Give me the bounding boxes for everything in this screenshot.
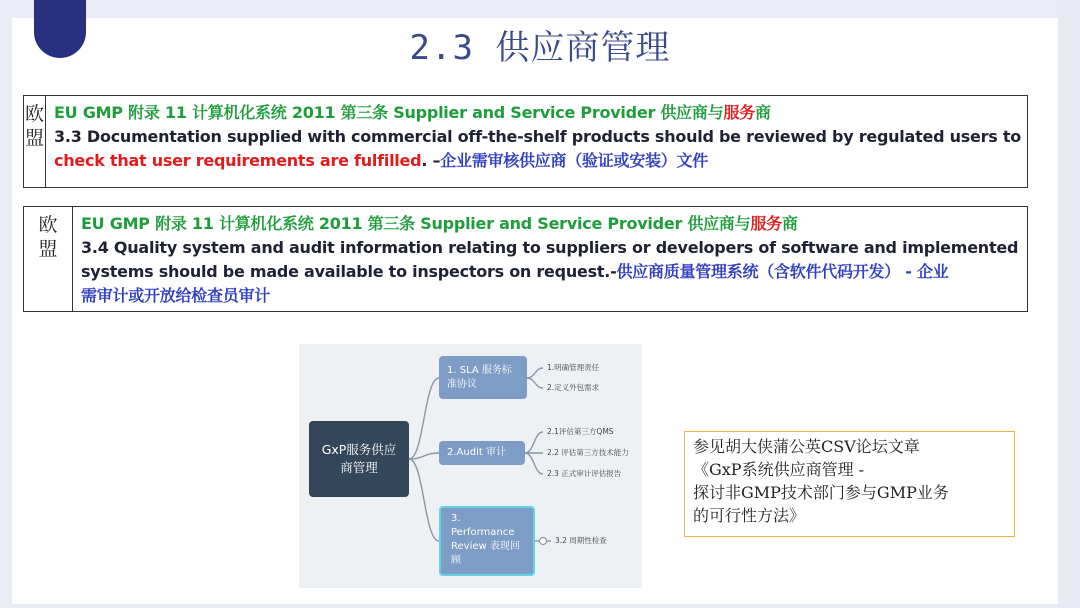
mindmap-branch-sla: 1. SLA 服务标准协议	[439, 356, 527, 399]
regulation-heading	[54, 101, 1021, 125]
connector-branch1-leaf1	[527, 368, 543, 378]
regulation-box-3-3	[23, 95, 1028, 188]
regulation-box-3-4	[23, 206, 1028, 312]
regulation-clause-continued	[54, 149, 1021, 173]
reference-line: 参见胡大侠蒲公英CSV论坛文章	[693, 437, 920, 456]
decorative-tab	[34, 0, 86, 58]
heading-tail-text: 商	[781, 214, 798, 233]
heading-red-text: 服务	[750, 214, 782, 233]
clause-blue-note-continued: 需审计或开放给检查员审计	[81, 286, 271, 305]
clause-red-text: check that user requirements are fulfilled	[54, 151, 422, 170]
connector-branch2-leaf3	[525, 453, 543, 474]
page-title: 2.3 供应商管理	[409, 28, 671, 68]
heading-tail-text: 商	[754, 103, 771, 122]
regulation-heading	[81, 212, 1021, 236]
regulation-text	[46, 96, 1027, 187]
reference-line: 的可行性方法》	[693, 506, 806, 525]
connector-root-branch1	[409, 378, 439, 459]
reference-line: 探讨非GMP技术部门参与GMP业务	[693, 483, 949, 502]
mindmap-root-node: GxP服务供应商管理	[309, 421, 409, 497]
regulation-clause: 3.3 Documentation supplied with commercial off-the-shelf products should be reviewed by regulated users to	[54, 127, 1021, 146]
region-label	[24, 207, 73, 311]
clause-dark-text: systems should be made available to inspectors on request.-	[81, 262, 617, 281]
mindmap-diagram	[299, 344, 642, 588]
mindmap-leaf: 2.3 正式审计评估报告	[547, 469, 622, 478]
clause-blue-note: 企业需审核供应商（验证或安装）文件	[440, 151, 709, 170]
connector-branch2-leaf1	[525, 432, 543, 453]
region-char: 盟	[38, 238, 58, 260]
region-label	[24, 96, 46, 187]
heading-green-text: EU GMP 附录 11 计算机化系统 2011 第三条 Supplier and Service Provider 供应商与	[81, 214, 751, 233]
branch3-collapse-dot	[540, 538, 547, 545]
regulation-clause: 3.4 Quality system and audit information relating to suppliers or developers of software and implemented	[81, 238, 1019, 257]
mindmap-leaf: 1.明确管理责任	[547, 363, 600, 372]
right-edge-strip	[1058, 0, 1080, 608]
region-char: 欧	[38, 214, 58, 236]
mindmap-branch-performance-review: 3. Performance Review 表现回顾	[439, 506, 535, 576]
mindmap-leaf: 2.2 评估第三方技术能力	[547, 448, 629, 457]
region-char: 欧	[24, 103, 44, 125]
connector-root-branch3	[409, 459, 439, 541]
regulation-text	[73, 207, 1027, 311]
region-char: 盟	[24, 127, 44, 149]
connector-branch1-leaf2	[527, 378, 543, 388]
mindmap-leaf: 2.定义外包需求	[547, 383, 600, 392]
heading-red-text: 服务	[723, 103, 755, 122]
reference-note-box	[684, 431, 1015, 537]
reference-line: 《GxP系统供应商管理 -	[693, 460, 865, 479]
mindmap-leaf: 2.1评估第三方QMS	[547, 427, 614, 436]
mindmap-branch-audit: 2.Audit 审计	[439, 441, 525, 465]
regulation-clause-continued	[81, 260, 1021, 284]
heading-green-text: EU GMP 附录 11 计算机化系统 2011 第三条 Supplier and Service Provider 供应商与	[54, 103, 724, 122]
clause-blue-note: 供应商质量管理系统（含软件代码开发） - 企业	[616, 262, 949, 281]
clause-dark-text: . –	[421, 151, 441, 170]
mindmap-leaf: 3.2 周期性检查	[555, 536, 607, 545]
